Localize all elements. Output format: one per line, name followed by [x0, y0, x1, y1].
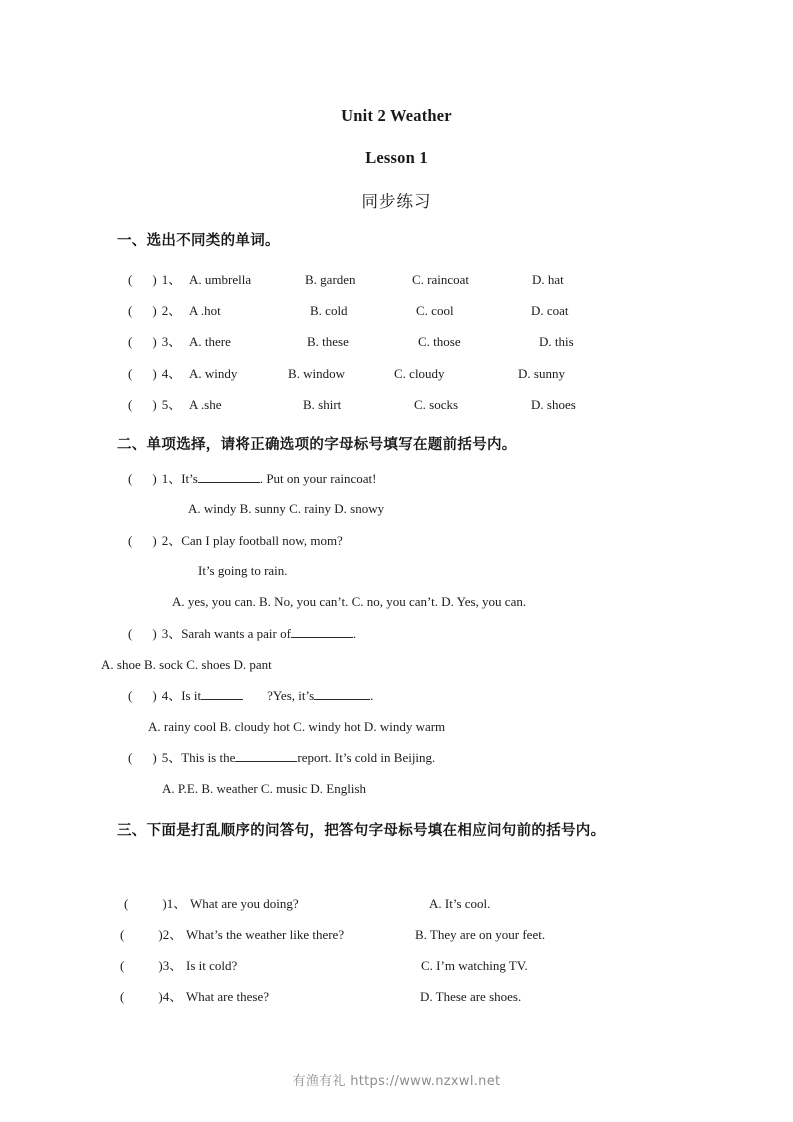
- answer-blank-bracket[interactable]: ( ): [128, 334, 157, 349]
- s3-row4-question: What are these?: [186, 989, 270, 1004]
- s1-row4-option-c: C. cloudy: [394, 366, 445, 381]
- s3-row4-answer: D. These are shoes.: [420, 989, 522, 1004]
- s3-row1-answer: A. It’s cool.: [429, 896, 491, 911]
- fill-blank[interactable]: [314, 699, 370, 700]
- s2-q1-options: A. windy B. sunny C. rainy D. snowy: [188, 501, 385, 516]
- answer-blank-bracket[interactable]: ( ): [120, 927, 163, 942]
- fill-blank[interactable]: [198, 482, 260, 483]
- page-title-unit: Unit 2 Weather: [341, 106, 452, 125]
- s1-row4-option-a: A. windy: [189, 366, 238, 381]
- page-title-subtitle: 同步练习: [361, 192, 432, 211]
- section-1-heading: 一、选出不同类的单词。: [117, 233, 280, 249]
- s2-q3-text-after: .: [352, 626, 357, 641]
- answer-blank-bracket[interactable]: ( ): [128, 303, 157, 318]
- s2-q5-text-after: report. It’s cold in Beijing.: [297, 750, 436, 765]
- s1-row5-prefix: ( ) 5、: [128, 397, 182, 412]
- s1-row4-prefix: ( ) 4、: [128, 366, 182, 381]
- s1-row3-option-c: C. those: [418, 334, 461, 349]
- s3-row1-question: What are you doing?: [190, 896, 299, 911]
- s2-q5-text-before: This is the: [181, 750, 236, 765]
- s2-q3-text-before: Sarah wants a pair of: [181, 626, 291, 641]
- s1-row4-option-d: D. sunny: [518, 366, 565, 381]
- answer-blank-bracket[interactable]: ( ): [124, 896, 167, 911]
- s3-row2-answer: B. They are on your feet.: [415, 927, 546, 942]
- s1-row4-option-b: B. window: [288, 366, 346, 381]
- s1-row2-option-c: C. cool: [416, 303, 454, 318]
- s1-row3-prefix: ( ) 3、: [128, 334, 182, 349]
- s3-row3-question: Is it cold?: [186, 958, 238, 973]
- s2-q1-text-after: . Put on your raincoat!: [259, 471, 377, 486]
- s1-row2-prefix: ( ) 2、: [128, 303, 182, 318]
- s3-row2-question: What’s the weather like there?: [186, 927, 345, 942]
- answer-blank-bracket[interactable]: ( ): [128, 626, 157, 641]
- fill-blank[interactable]: [201, 699, 243, 700]
- section-2-heading: 二、单项选择，请将正确选项的字母标号填写在题前括号内。: [117, 437, 517, 453]
- s3-row1-prefix: ( )1、: [124, 896, 187, 911]
- s1-row1-option-d: D. hat: [532, 272, 564, 287]
- s2-q4-text-after: .: [370, 688, 374, 703]
- answer-blank-bracket[interactable]: ( ): [128, 397, 157, 412]
- answer-blank-bracket[interactable]: ( ): [128, 750, 157, 765]
- s2-q2-options: A. yes, you can. B. No, you can’t. C. no, you can’t. D. Yes, you can.: [172, 594, 527, 609]
- s2-q5-options: A. P.E. B. weather C. music D. English: [162, 781, 367, 796]
- s2-q4-text-before: Is it: [181, 688, 202, 703]
- fill-blank[interactable]: [291, 637, 353, 638]
- s2-q4-options: A. rainy cool B. cloudy hot C. windy hot D. windy warm: [148, 719, 446, 734]
- s2-q1-text-before: It’s: [181, 471, 198, 486]
- s2-q2-stem: ( ) 2、Can I play football now, mom?: [128, 533, 343, 548]
- s1-row5-option-c: C. socks: [414, 397, 459, 412]
- s2-q2-text: Can I play football now, mom?: [181, 533, 343, 548]
- s1-row1-option-b: B. garden: [305, 272, 356, 287]
- s3-row4-prefix: ( )4、: [120, 989, 183, 1004]
- s1-row3-option-d: D. this: [539, 334, 574, 349]
- s3-row3-prefix: ( )3、: [120, 958, 183, 973]
- fill-blank[interactable]: [235, 761, 297, 762]
- s1-row3-option-b: B. these: [307, 334, 349, 349]
- section-3-heading: 三、下面是打乱顺序的问答句，把答句字母标号填在相应问句前的括号内。: [117, 823, 606, 839]
- answer-blank-bracket[interactable]: ( ): [128, 533, 157, 548]
- s1-row1-option-a: A. umbrella: [189, 272, 252, 287]
- s1-row1-option-c: C. raincoat: [412, 272, 470, 287]
- s1-row2-option-a: A .hot: [189, 303, 221, 318]
- answer-blank-bracket[interactable]: ( ): [128, 688, 157, 703]
- footer-watermark: 有渔有礼 https://www.nzxwl.net: [292, 1074, 501, 1089]
- s2-q4-text-mid: ?Yes, it’s: [267, 688, 315, 703]
- s3-row3-answer: C. I’m watching TV.: [421, 958, 528, 973]
- answer-blank-bracket[interactable]: ( ): [120, 989, 163, 1004]
- s2-q4-stem: ( ) 4、Is it ?Yes, it’s .: [128, 688, 374, 703]
- s3-row2-prefix: ( )2、: [120, 927, 183, 942]
- s2-q1-stem: ( ) 1、It’s . Put on your raincoat!: [128, 471, 377, 486]
- s1-row5-option-a: A .she: [189, 397, 222, 412]
- s2-q3-stem: ( ) 3、Sarah wants a pair of .: [128, 626, 357, 641]
- s2-q2-stem-line2: It’s going to rain.: [198, 563, 288, 578]
- answer-blank-bracket[interactable]: ( ): [120, 958, 163, 973]
- s1-row1-prefix: ( ) 1、: [128, 272, 182, 287]
- s1-row2-option-b: B. cold: [310, 303, 348, 318]
- s1-row3-option-a: A. there: [189, 334, 231, 349]
- page-title-lesson: Lesson 1: [365, 148, 428, 167]
- answer-blank-bracket[interactable]: ( ): [128, 471, 157, 486]
- answer-blank-bracket[interactable]: ( ): [128, 272, 157, 287]
- s1-row2-option-d: D. coat: [531, 303, 569, 318]
- s1-row5-option-d: D. shoes: [531, 397, 576, 412]
- s2-q5-stem: ( ) 5、This is the report. It’s cold in Beijing.: [128, 750, 436, 765]
- answer-blank-bracket[interactable]: ( ): [128, 366, 157, 381]
- s2-q3-options: A. shoe B. sock C. shoes D. pant: [101, 657, 272, 672]
- s1-row5-option-b: B. shirt: [303, 397, 342, 412]
